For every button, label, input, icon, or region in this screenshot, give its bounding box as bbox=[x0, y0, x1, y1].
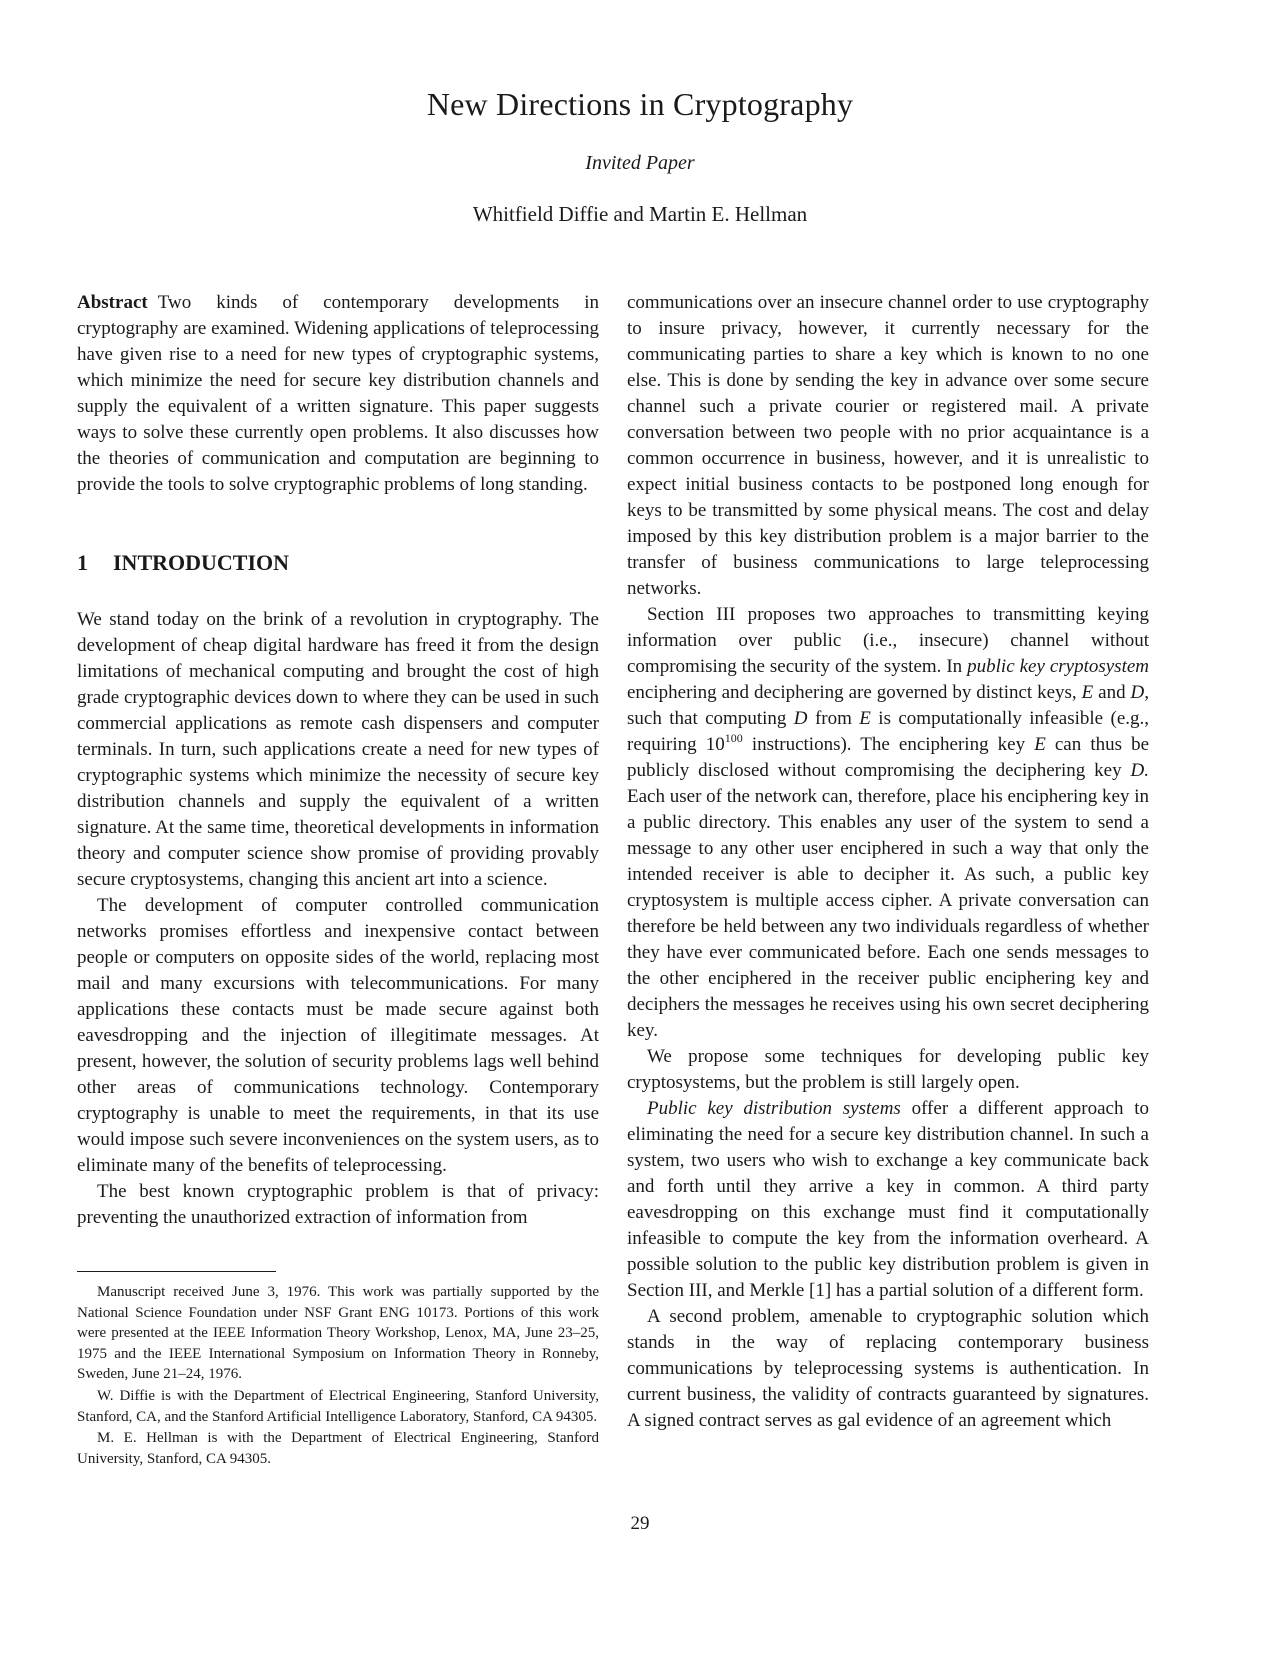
intro-paragraph-2: The development of computer controlled communication networks promises effortless and inexpensive contact between people or computers on opposite sides of the world, replacing most mail and many excursions with telecommunications. For many applications these contacts must be made secure against both eavesdropping and the injection of illegitimate messages. At present, however, the solution of security problems lags well behind other areas of communications technology. Contemporary cryptography is unable to meet the requirements, in that its use would impose such severe inconveniences on the system users, as to eliminate many of the benefits of teleprocessing. bbox=[77, 895, 599, 1176]
exponent: 100 bbox=[724, 731, 743, 745]
footnote-manuscript: Manuscript received June 3, 1976. This work was partially supported by the National Science Foundation under NSF Grant ENG 10173. Portions of this work were presented at the IEEE Information Theory Workshop, Lenox, MA, June 23–25, 1975 and the IEEE International Symposium on Information Theory in Ronneby, Sweden, June 21–24, 1976. bbox=[77, 1284, 599, 1383]
right-column bbox=[627, 290, 1149, 1434]
abstract bbox=[77, 290, 599, 498]
section-number: 1 bbox=[77, 550, 88, 575]
abstract-text: Two kinds of contemporary developments in cryptography are examined. Widening applications of teleprocessing have given rise to a need for new types of cryptographic systems, which minimize the need for secure key distribution channels and supply the equivalent of a written signature. This paper suggests ways to solve these currently open problems. It also discusses how the theories of communication and computation are beginning to provide the tools to solve cryptographic problems of long standing. bbox=[77, 292, 599, 495]
footnote-divider bbox=[77, 1271, 276, 1272]
page-number: 29 bbox=[630, 1513, 650, 1534]
right-paragraph-1: communications over an insecure channel order to use cryptography to insure privacy, however, it currently necessary for the communicating parties to share a key which is known to no one else. This is done by sending the key in advance over some secure channel such a private courier or registered mail. A private conversation between two people with no prior acquaintance is a common occurrence in business, however, and it is unrealistic to expect initial business contacts to be postponed long enough for keys to be transmitted by some physical means. The cost and delay imposed by this key distribution problem is a major barrier to the transfer of business communications to large teleprocessing networks. bbox=[627, 292, 1149, 599]
paper-subtitle: Invited Paper bbox=[585, 152, 695, 174]
intro-paragraph-3: The best known cryptographic problem is that of privacy: preventing the unauthorized extraction of information from bbox=[77, 1181, 599, 1228]
intro-paragraph-1: We stand today on the brink of a revolution in cryptography. The development of cheap digital hardware has freed it from the design limitations of mechanical computing and brought the cost of high grade cryptographic devices down to where they can be used in such commercial applications as remote cash dispensers and computer terminals. In turn, such applications create a need for new types of cryptographic systems which minimize the necessity of secure key distribution channels and supply the equivalent of a written signature. At the same time, theoretical developments in information theory and computer science show promise of providing provably secure cryptosystems, changing this ancient art into a science. bbox=[77, 609, 599, 890]
term-public-key-distribution: Public key distribution systems bbox=[647, 1098, 901, 1119]
right-paragraph-5: A second problem, amenable to cryptographic solution which stands in the way of replacing contemporary business communications by teleprocessing systems is authentication. In current business, the validity of contracts guaranteed by signatures. A signed contract serves as gal evidence of an agreement which bbox=[627, 1306, 1149, 1431]
footnotes bbox=[77, 1282, 599, 1470]
right-paragraph-2: Section III proposes two approaches to transmitting keying information over public (i.e., insecure) channel without compromising the security of the system. In public key cryptosystem enciphering and deciphering are governed by distinct keys, E and D, such that computing D from E is computationally infeasible (e.g., requiring $10^{100}$ instructions). The enciphering key E can thus be publicly disclosed without compromising the deciphering key D. Each user of the network can, therefore, place his enciphering key in a public directory. This enables any user of the system to send a message to any other user enciphered in such a way that only the intended receiver is able to decipher it. As such, a public key cryptosystem is multiple access cipher. A private conversation can therefore be held between any two individuals regardless of whether they have ever communicated before. Each one sends messages to the other enciphered in the receiver public enciphering key and deciphers the messages he receives using his own secret deciphering key. bbox=[627, 604, 1150, 1041]
section-title: INTRODUCTION bbox=[113, 550, 290, 575]
right-paragraph-4: Public key distribution systems offer a different approach to eliminating the need for a secure key distribution channel. In such a system, two users who wish to exchange a key communicate back and forth until they arrive a key in common. A third party eavesdropping on this exchange must find it computationally infeasible to compute the key from the information overheard. A possible solution to the public key distribution problem is given in Section III, and Merkle [1] has a partial solution of a different form. bbox=[627, 1098, 1149, 1301]
right-paragraph-3: We propose some techniques for developing public key cryptosystems, but the problem is still largely open. bbox=[627, 1046, 1149, 1093]
paper-authors: Whitfield Diffie and Martin E. Hellman bbox=[472, 202, 808, 226]
footnote-diffie: W. Diffie is with the Department of Electrical Engineering, Stanford University, Stanford, CA, and the Stanford Artificial Intelligence Laboratory, Stanford, CA 94305. bbox=[77, 1387, 599, 1425]
section-heading bbox=[77, 549, 599, 577]
footnote-hellman: M. E. Hellman is with the Department of Electrical Engineering, Stanford University, Stanford, CA 94305. bbox=[77, 1430, 599, 1467]
paper-title: New Directions in Cryptography bbox=[426, 86, 854, 122]
term-public-key-cryptosystem: public key cryptosystem bbox=[967, 656, 1150, 677]
left-column bbox=[77, 290, 599, 1231]
abstract-label: Abstract bbox=[77, 292, 148, 313]
